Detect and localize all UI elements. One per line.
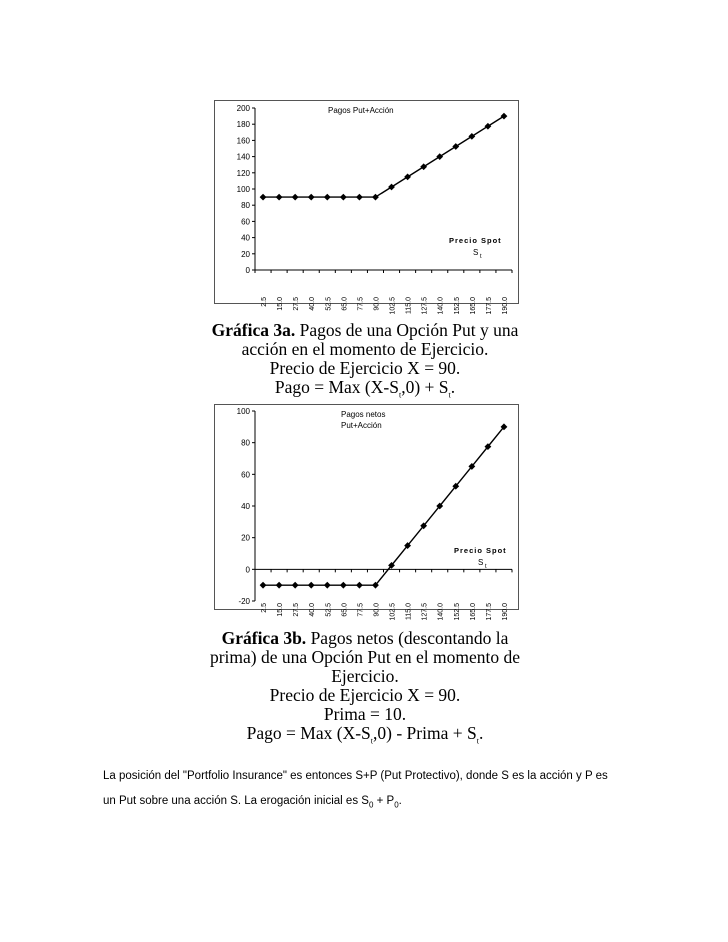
chart-b-x-tick-label: 15.0 [277, 603, 285, 617]
caption-b-line6 [150, 724, 580, 751]
chart-a-data-point [501, 113, 508, 120]
chart-a-y-tick-label: 60 [241, 217, 250, 227]
chart-a-x-tick-label: 52.5 [325, 297, 333, 311]
caption-b-line1: Pagos netos (descontando la [306, 628, 509, 648]
caption-a-formula-post: . [450, 377, 456, 397]
chart-b-x-tick-label: 77.5 [357, 603, 365, 617]
chart-a-y-tick-label: 80 [241, 201, 250, 211]
chart-a-chart-title: Pagos Put+Acción [328, 106, 394, 115]
chart-b-x-tick-label: 90.0 [373, 603, 381, 617]
chart-a-x-tick-label: 90.0 [373, 297, 381, 311]
chart-b-x-tick-label: 177.5 [485, 603, 493, 621]
chart-b-data-point [308, 582, 315, 589]
chart-b-svg [215, 405, 518, 621]
caption-b-line2: prima) de una Opción Put en el momento de [209, 647, 521, 667]
chart-b-annotation-spot-subscript: t [485, 564, 487, 570]
caption-a-formula-mid: ,0) + S [401, 377, 449, 397]
chart-b-data-point [276, 582, 283, 589]
chart-a-annotation-precio-spot: Precio Spot [449, 236, 502, 245]
body-paragraph [103, 764, 643, 817]
caption-graph-3b [150, 629, 580, 751]
chart-a-data-point [388, 184, 395, 191]
chart-b-annotation-precio-spot: Precio Spot [454, 546, 507, 555]
caption-b-line5: Prima = 10. [323, 704, 407, 724]
body-line-1: La posición del "Portfolio Insurance" es entonces S+P (Put Protectivo), donde S es la acción y P es [103, 770, 608, 782]
caption-b-formula-mid: ,0) - Prima + S [373, 723, 477, 743]
chart-b-x-tick-label: 152.5 [453, 603, 461, 621]
chart-a-x-tick-label: 177.5 [485, 297, 493, 315]
chart-a-y-tick-label: 100 [236, 185, 250, 194]
chart-a-y-tick-label: 200 [236, 104, 250, 113]
chart-b-y-tick-label: 80 [241, 438, 250, 448]
chart-a-x-tick-label: 2.5 [261, 297, 269, 307]
body-sub-s0: 0 [368, 800, 374, 810]
body-line-2 [103, 789, 643, 817]
chart-a-data-point [436, 153, 443, 160]
chart-a-data-point [404, 173, 411, 180]
chart-b-data-point [292, 582, 299, 589]
chart-put-plus-stock-payoff [214, 100, 519, 315]
chart-a-x-tick-label: 102.5 [389, 297, 397, 315]
chart-b-x-tick-label: 40.0 [309, 603, 317, 617]
chart-b-x-tick-label: 115.0 [405, 603, 413, 620]
caption-a-formula-sub2: t [448, 390, 451, 400]
chart-a-y-tick-label: 120 [236, 168, 250, 178]
chart-a-data-point [276, 194, 283, 201]
chart-b-chart-title: Pagos netos [341, 410, 386, 419]
chart-a-data-point [260, 194, 267, 201]
chart-a-annotation-spot-subscript: t [480, 254, 482, 260]
caption-graph-3a [150, 321, 580, 405]
chart-a-x-tick-label: 27.5 [293, 297, 301, 311]
chart-a-y-tick-label: 40 [241, 233, 250, 243]
caption-b-line4: Precio de Ejercicio X = 90. [269, 685, 461, 705]
chart-a-x-tick-label: 115.0 [405, 297, 413, 314]
chart-a-y-tick-label: 20 [241, 249, 250, 259]
chart-a-x-tick-label: 65.0 [341, 297, 349, 311]
chart-b-y-tick-label: 100 [236, 407, 250, 416]
caption-b-line3: Ejercicio. [331, 666, 399, 686]
chart-a-data-point [420, 163, 427, 170]
chart-a-y-tick-label: 180 [236, 120, 250, 130]
caption-a-formula-sub: t [398, 390, 402, 400]
chart-a-svg [215, 101, 518, 315]
caption-a-line2: acción en el momento de Ejercicio. [241, 339, 489, 359]
chart-b-data-point [324, 582, 331, 589]
chart-a-x-tick-label: 140.0 [437, 297, 445, 315]
chart-a-y-tick-label: 0 [245, 266, 250, 275]
body-line-2-text: un Put sobre una acción S. La erogación inicial es S [103, 795, 369, 807]
chart-b-x-tick-label: 2.5 [261, 603, 269, 613]
chart-a-annotation-spot-symbol: S [473, 248, 479, 257]
caption-b-formula-sub2: t [476, 736, 479, 746]
chart-b-y-tick-label: 60 [241, 470, 250, 480]
chart-a-data-point [292, 194, 299, 201]
chart-b-y-tick-label: -20 [238, 597, 250, 606]
chart-b-x-tick-label: 190.0 [501, 603, 509, 621]
chart-a-series-line [263, 116, 504, 197]
caption-a-formula-pre: Pago = Max (X-S [274, 377, 399, 397]
caption-a-line1: Pagos de una Opción Put y una [295, 320, 519, 340]
chart-b-x-tick-label: 127.5 [421, 603, 429, 621]
caption-b-label: Gráfica 3b. [221, 628, 307, 648]
chart-net-put-plus-stock-payoff [214, 404, 519, 621]
body-line-2-end: . [398, 795, 402, 807]
chart-b-x-tick-label: 140.0 [437, 603, 445, 621]
chart-a-x-tick-label: 165.0 [469, 297, 477, 315]
chart-a-data-point [485, 123, 492, 130]
chart-a-x-tick-label: 152.5 [453, 297, 461, 315]
chart-a-data-point [468, 133, 475, 140]
chart-b-y-tick-label: 0 [245, 565, 250, 575]
chart-a-x-tick-label: 77.5 [357, 297, 365, 311]
chart-a-x-tick-label: 15.0 [277, 297, 285, 311]
chart-b-annotation-spot-symbol: S [478, 558, 484, 567]
chart-a-data-point [340, 194, 347, 201]
chart-a-x-tick-label: 127.5 [421, 297, 429, 315]
chart-a-data-point [372, 194, 379, 201]
caption-b-formula-post: . [478, 723, 484, 743]
chart-a-data-point [308, 194, 315, 201]
body-sub-p0: 0 [394, 800, 399, 810]
chart-b-x-tick-label: 165.0 [469, 603, 477, 621]
chart-b-x-tick-label: 102.5 [389, 603, 397, 621]
chart-b-x-tick-label: 52.5 [325, 603, 333, 617]
chart-b-y-tick-label: 20 [241, 533, 250, 543]
chart-b-data-point [340, 582, 347, 589]
chart-b-chart-title: Put+Acción [341, 421, 382, 430]
caption-a-label: Gráfica 3a. [211, 320, 296, 340]
caption-b-formula-pre: Pago = Max (X-S [246, 723, 371, 743]
chart-a-x-tick-label: 40.0 [309, 297, 317, 311]
chart-b-series-line [263, 427, 504, 585]
chart-a-data-point [356, 194, 363, 201]
chart-b-data-point [356, 582, 363, 589]
chart-a-data-point [452, 143, 459, 150]
chart-a-data-point [324, 194, 331, 201]
chart-a-x-tick-label: 190.0 [501, 297, 509, 315]
caption-a-line4 [150, 378, 580, 405]
chart-b-x-tick-label: 65.0 [341, 603, 349, 617]
caption-a-line3: Precio de Ejercicio X = 90. [269, 358, 461, 378]
chart-b-x-tick-label: 27.5 [293, 603, 301, 617]
caption-b-formula-sub: t [370, 736, 374, 746]
chart-b-data-point [260, 582, 267, 589]
body-line-2-mid: + P [373, 795, 395, 807]
chart-a-y-tick-label: 160 [236, 136, 250, 146]
chart-b-y-tick-label: 40 [241, 502, 250, 511]
chart-a-y-tick-label: 140 [236, 152, 250, 162]
